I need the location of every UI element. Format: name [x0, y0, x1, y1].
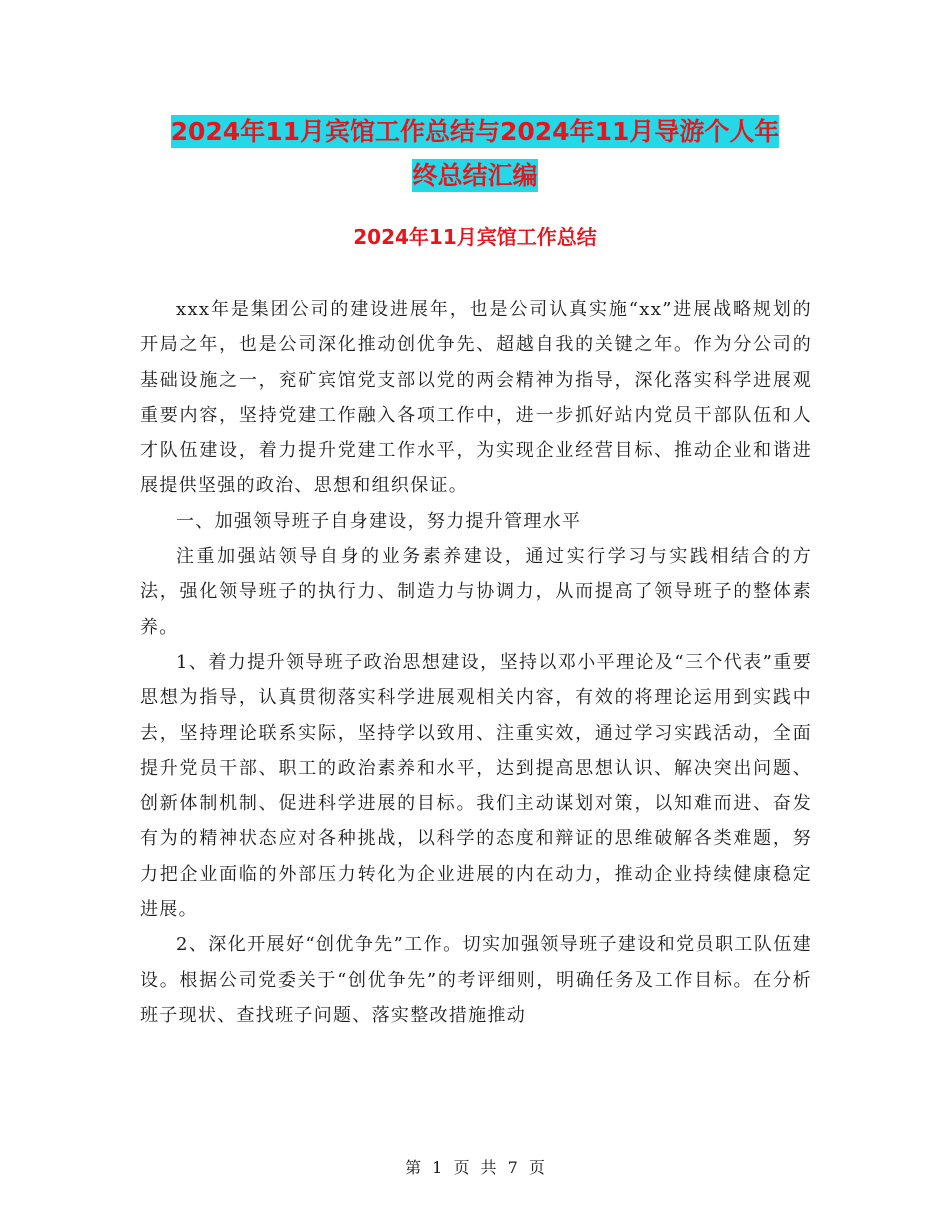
- page-footer: 第 1 页 共 7 页: [405, 1158, 545, 1177]
- document-title: [140, 110, 810, 198]
- title-line-2: 终总结汇编: [412, 161, 538, 190]
- title-line-1: 2024年11月宾馆工作总结与2024年11月导游个人年: [170, 117, 780, 146]
- paragraph-item-1: 1、着力提升领导班子政治思想建设，坚持以邓小平理论及“三个代表”重要思想为指导，认真贯彻落实科学进展观相关内容，有效的将理论运用到实践中去，坚持理论联系实际，坚持学以致用、注重实效，通过学习实践活动，全面提升党员干部、职工的政治素养和水平，达到提高思想认识、解决突出问题、创新体制机制、促进科学进展的目标。我们主动谋划对策，以知难而进、奋发有为的精神状态应对各种挑战，以科学的态度和辩证的思维破解各类难题，努力把企业面临的外部压力转化为企业进展的内在动力，推动企业持续健康稳定进展。: [140, 651, 812, 921]
- section-title: 2024年11月宾馆工作总结: [353, 225, 597, 249]
- paragraph-intro: xxx年是集团公司的建设进展年，也是公司认真实施“xx”进展战略规划的开局之年，也是公司深化推动创优争先、超越自我的关键之年。作为分公司的基础设施之一，兖矿宾馆党支部以党的两会精神为指导，深化落实科学进展观重要内容，坚持党建工作融入各项工作中，进一步抓好站内党员干部队伍和人才队伍建设，着力提升党建工作水平，为实现企业经营目标、推动企业和谐进展提供坚强的政治、思想和组织保证。: [140, 299, 812, 497]
- paragraph-leadership: 注重加强站领导自身的业务素养建设，通过实行学习与实践相结合的方法，强化领导班子的执行力、制造力与协调力，从而提高了领导班子的整体素养。: [140, 546, 812, 638]
- body-text: [140, 292, 812, 1033]
- paragraph-item-2: 2、深化开展好“创优争先”工作。切实加强领导班子建设和党员职工队伍建设。根据公司党委关于“创优争先”的考评细则，明确任务及工作目标。在分析班子现状、查找班子问题、落实整改措施推动: [140, 934, 812, 1026]
- paragraph-heading-1: 一、加强领导班子自身建设，努力提升管理水平: [176, 510, 582, 532]
